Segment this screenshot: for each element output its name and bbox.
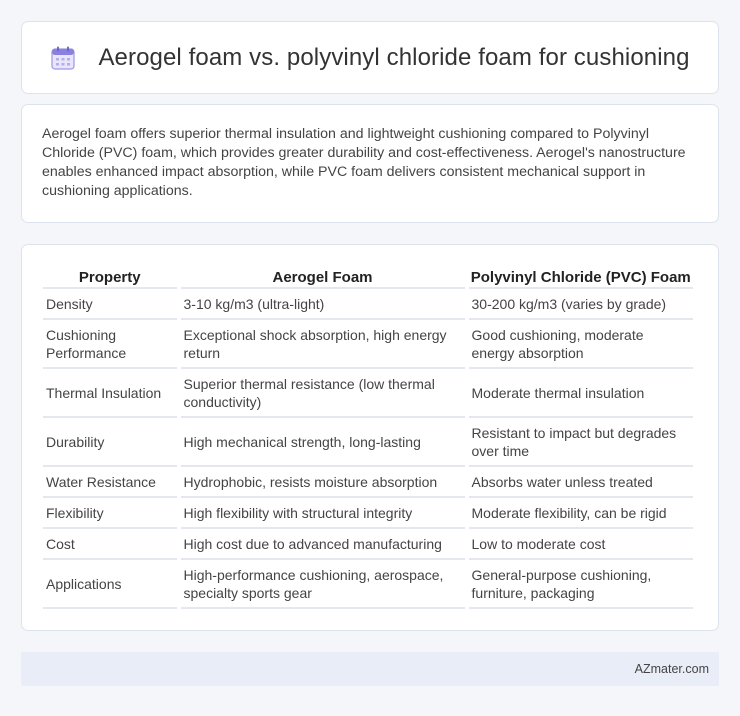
row-property: Thermal Insulation (43, 369, 177, 418)
row-pvc-value: Low to moderate cost (469, 529, 693, 560)
comparison-card (21, 244, 719, 631)
row-pvc-value: General-purpose cushioning, furniture, packaging (469, 560, 693, 609)
column-header-pvc: Polyvinyl Chloride (PVC) Foam (469, 266, 693, 289)
row-pvc-value: Resistant to impact but degrades over time (469, 418, 693, 467)
row-pvc-value: Good cushioning, moderate energy absorption (469, 320, 693, 369)
row-pvc-value: Moderate flexibility, can be rigid (469, 498, 693, 529)
row-aerogel-value: High mechanical strength, long-lasting (181, 418, 465, 467)
calendar-icon (50, 45, 76, 71)
row-aerogel-value: Exceptional shock absorption, high energy return (181, 320, 465, 369)
column-header-aerogel: Aerogel Foam (181, 266, 465, 289)
row-aerogel-value: 3-10 kg/m3 (ultra-light) (181, 289, 465, 320)
title-card (21, 21, 719, 94)
row-property: Flexibility (43, 498, 177, 529)
intro-card (21, 104, 719, 223)
column-header-property: Property (43, 266, 177, 289)
table-header-row (43, 266, 693, 289)
row-aerogel-value: High cost due to advanced manufacturing (181, 529, 465, 560)
page-title: Aerogel foam vs. polyvinyl chloride foam for cushioning (98, 43, 690, 71)
table-row (43, 289, 693, 320)
row-aerogel-value: Hydrophobic, resists moisture absorption (181, 467, 465, 498)
row-aerogel-value: High flexibility with structural integrity (181, 498, 465, 529)
table-row (43, 467, 693, 498)
row-pvc-value: Absorbs water unless treated (469, 467, 693, 498)
table-row (43, 418, 693, 467)
row-aerogel-value: Superior thermal resistance (low thermal conductivity) (181, 369, 465, 418)
row-property: Applications (43, 560, 177, 609)
table-row (43, 320, 693, 369)
footer-bar (21, 652, 719, 686)
row-aerogel-value: High-performance cushioning, aerospace, specialty sports gear (181, 560, 465, 609)
comparison-table (39, 266, 697, 609)
table-row (43, 560, 693, 609)
footer-brand[interactable]: AZmater.com (634, 662, 709, 676)
row-property: Density (43, 289, 177, 320)
row-property: Cushioning Performance (43, 320, 177, 369)
row-property: Durability (43, 418, 177, 467)
intro-text: Aerogel foam offers superior thermal insulation and lightweight cushioning compared to Polyvinyl Chloride (PVC) foam, which provides greater durability and cost-effectiveness. Aerogel's nanostructure enables enhanced impact absorption, while PVC foam delivers consistent mechanical support in cushioning applications. (42, 126, 686, 199)
table-row (43, 498, 693, 529)
row-pvc-value: Moderate thermal insulation (469, 369, 693, 418)
row-pvc-value: 30-200 kg/m3 (varies by grade) (469, 289, 693, 320)
row-property: Cost (43, 529, 177, 560)
table-row (43, 529, 693, 560)
table-row (43, 369, 693, 418)
row-property: Water Resistance (43, 467, 177, 498)
